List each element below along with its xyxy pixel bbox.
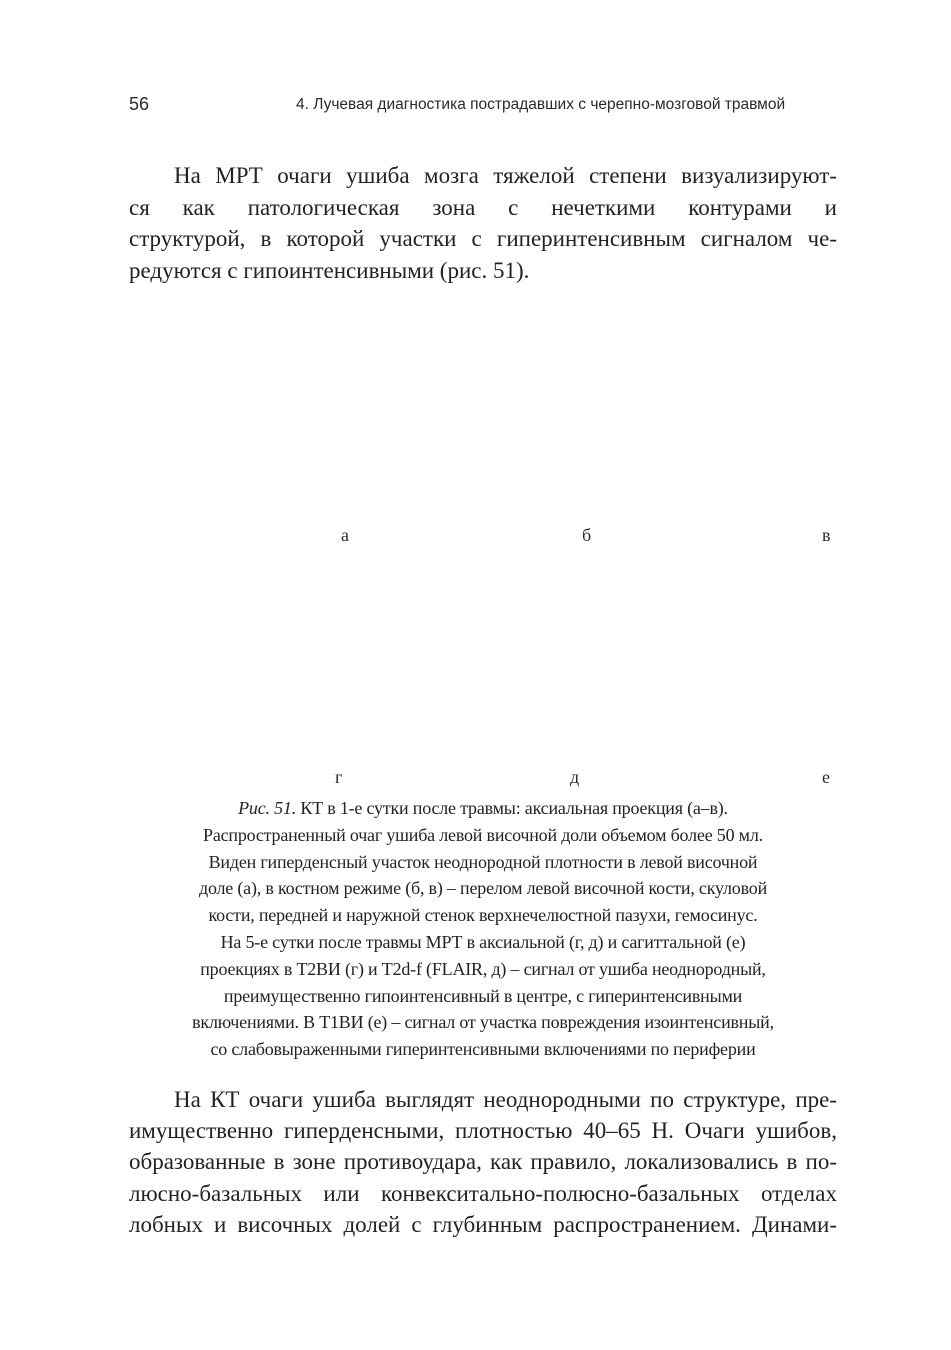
paragraph-line: На МРТ очаги ушиба мозга тяжелой степени визуализируют- xyxy=(174,163,837,188)
caption-line: преимущественно гипоинтенсивный в центре, с гиперинтенсивными xyxy=(223,985,743,1006)
panel-label-a: а xyxy=(341,525,349,545)
caption-first-line-text: КТ в 1-е сутки после травмы: аксиальная проекция (а–в). xyxy=(296,798,728,818)
caption-line: На 5-е сутки после травмы МРТ в аксиальной (г, д) и сагиттальной (е) xyxy=(220,931,746,952)
body-paragraph-1 xyxy=(129,160,837,286)
panel-label-g: г xyxy=(335,767,343,787)
caption-line: Виден гиперденсный участок неоднородной плотности в левой височной xyxy=(208,851,758,872)
caption-line: со слабовыраженными гиперинтенсивными включениями по периферии xyxy=(210,1039,756,1060)
panel-label-b: б xyxy=(582,525,592,545)
paragraph-line: люсно-базальных или конвекситально-полюсно-базальных отделах xyxy=(129,1180,837,1206)
caption-line: проекциях в Т2ВИ (г) и Т2d-f (FLAIR, д) – сигнал от ушиба неоднородный, xyxy=(200,958,766,979)
caption-line: Распространенный очаг ушиба левой височной доли объемом более 50 мл. xyxy=(203,824,763,845)
panel-label-d: д xyxy=(570,767,580,787)
body-paragraph-2 xyxy=(129,1084,837,1240)
panel-label-v: в xyxy=(822,525,831,545)
figure-51 xyxy=(129,300,837,787)
caption-line: кости, передней и наружной стенок верхнечелюстной пазухи, гемосинус. xyxy=(208,905,758,926)
paragraph-line: образованные в зоне противоудара, как правило, локализовались в по- xyxy=(129,1149,837,1175)
running-title: 4. Лучевая диагностика пострадавших с черепно-мозговой травмой xyxy=(296,96,786,113)
paragraph-line: ся как патологическая зона с нечеткими контурами и xyxy=(129,194,837,220)
paragraph-line: лобных и височных долей с глубинным распространением. Динами- xyxy=(129,1211,837,1237)
caption-line: включениями. В Т1ВИ (е) – сигнал от участка повреждения изоинтенсивный, xyxy=(192,1012,774,1033)
paragraph-line: имущественно гиперденсными, плотностью 40–65 Н. Очаги ушибов, xyxy=(129,1118,837,1144)
page-number: 56 xyxy=(129,94,150,114)
figure-caption xyxy=(100,795,866,1063)
caption-line: доле (а), в костном режиме (б, в) – перелом левой височной кости, скуловой xyxy=(198,878,767,899)
paragraph-line: редуются с гипоинтенсивными (рис. 51). xyxy=(129,257,530,283)
panel-label-e: е xyxy=(822,767,830,787)
caption-line xyxy=(100,795,866,822)
caption-label: Рис. 51. xyxy=(238,798,297,818)
paragraph-line: структурой, в которой участки с гиперинтенсивным сигналом че- xyxy=(129,226,837,251)
paragraph-line: На КТ очаги ушиба выглядят неоднородными по структуре, пре- xyxy=(174,1087,837,1112)
